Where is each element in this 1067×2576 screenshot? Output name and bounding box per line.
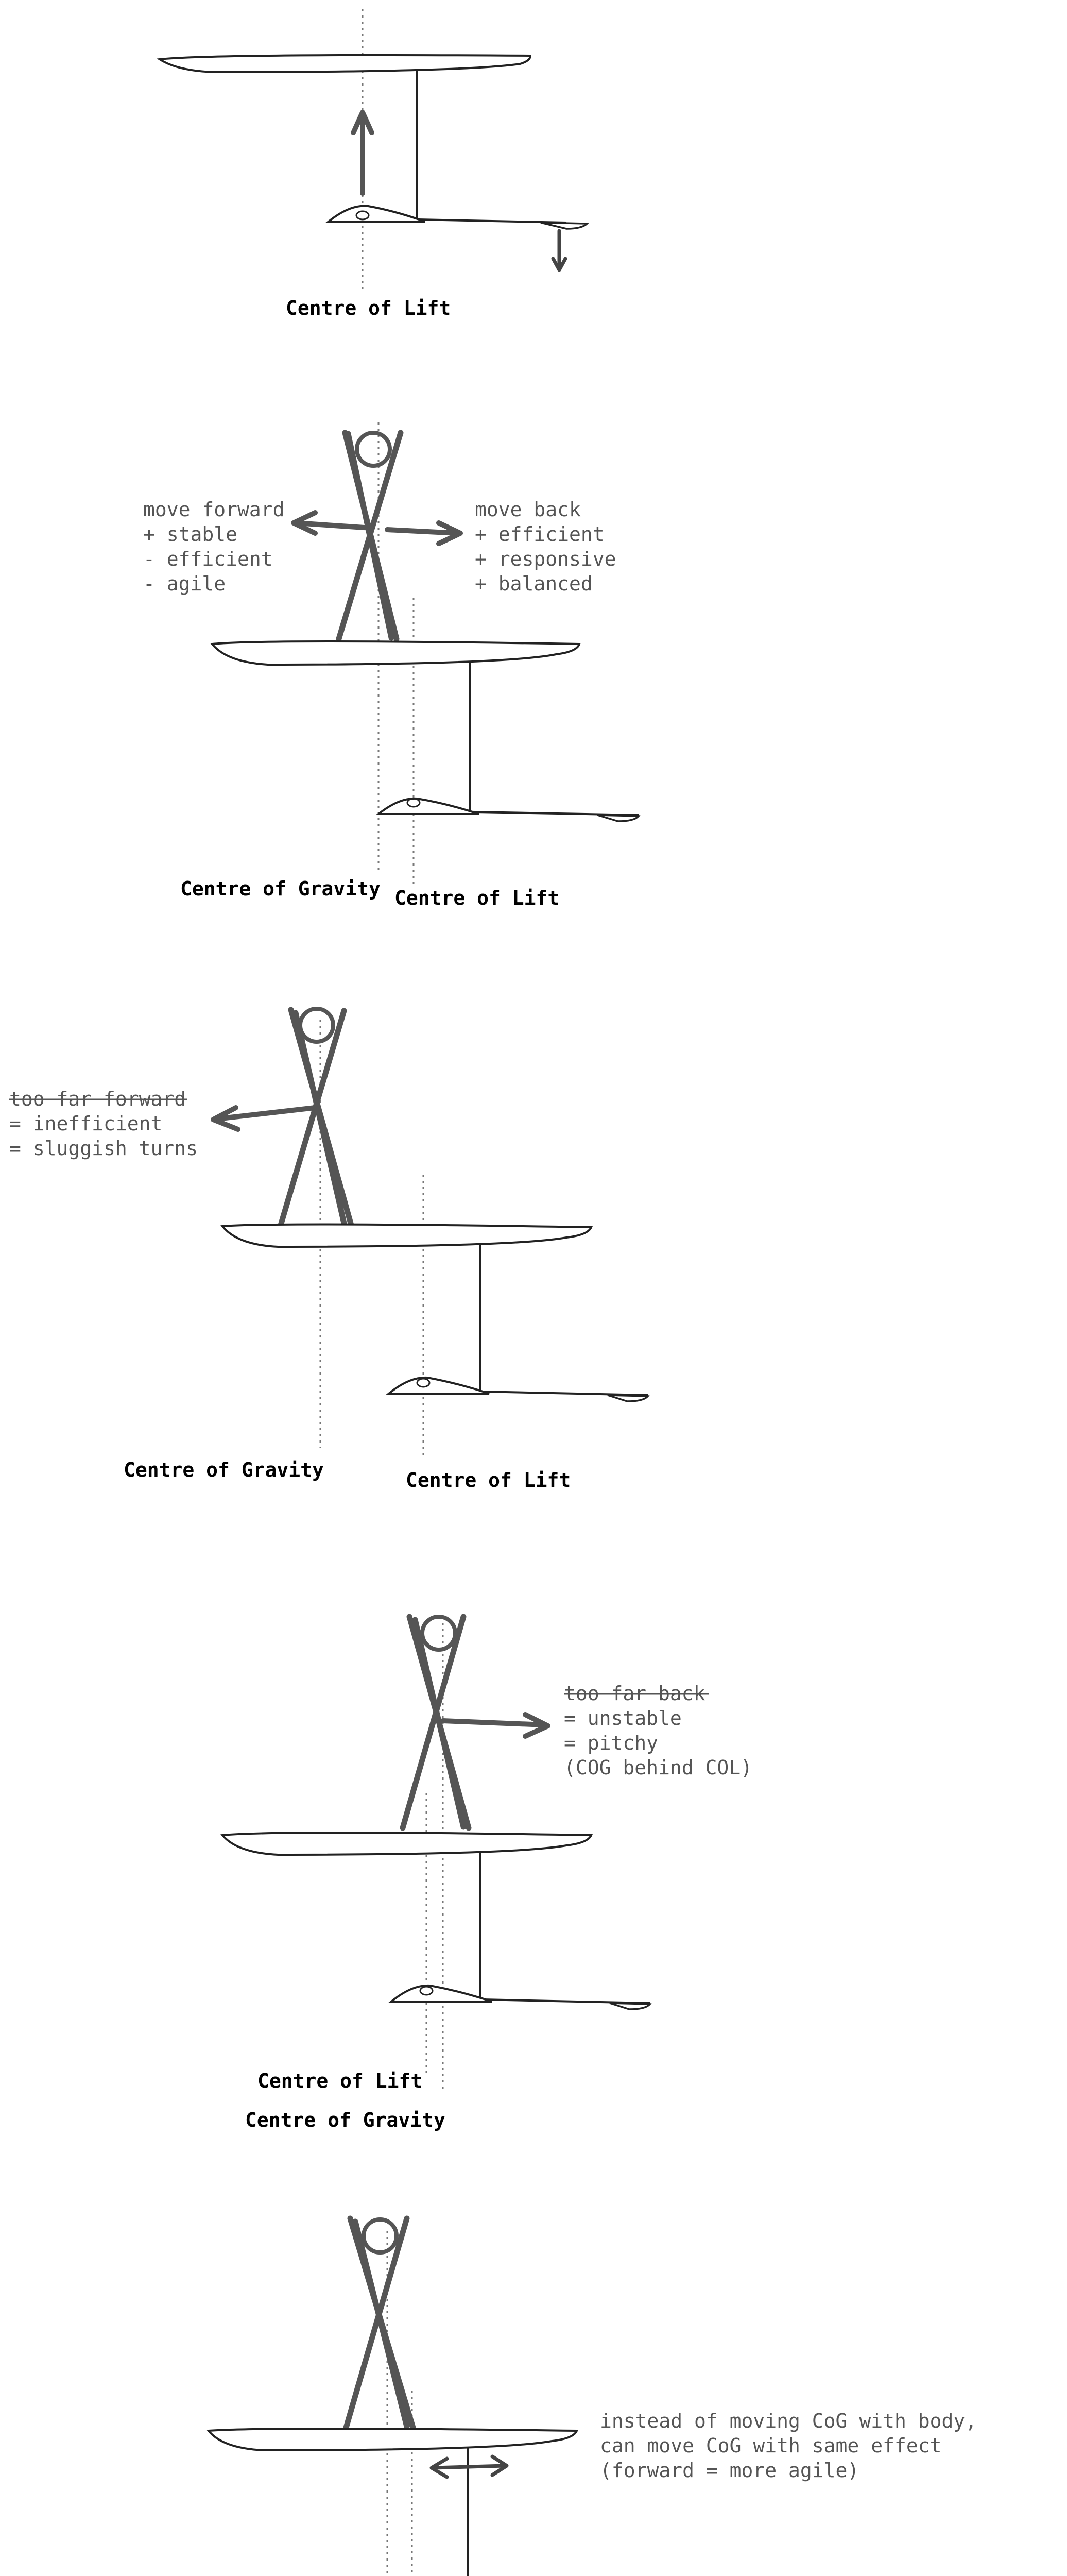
- shift-cog-double-arrow: [432, 2456, 507, 2477]
- board: [160, 55, 530, 72]
- col-label: Centre of Lift: [394, 887, 560, 909]
- col-label: Centre of Lift: [406, 1469, 571, 1492]
- too-far-back-heading: too far back: [564, 1682, 705, 1705]
- front-wing: [378, 799, 479, 814]
- cog-label: Centre of Gravity: [180, 877, 381, 900]
- rear-wing: [610, 2003, 650, 2009]
- move-forward-heading: move forward: [143, 498, 285, 521]
- tail-down-arrow: [553, 231, 565, 270]
- too-far-forward-heading: too far forward: [9, 1088, 186, 1110]
- rider-body: [346, 2218, 413, 2428]
- rider-head: [422, 1617, 455, 1650]
- move-back-point-2: + responsive: [475, 548, 616, 570]
- move-forward-point-2: - efficient: [143, 548, 273, 570]
- board: [222, 1833, 591, 1855]
- panel-5: [188, 2218, 977, 2576]
- cog-label: Centre of Gravity: [245, 2109, 445, 2131]
- board: [209, 2429, 577, 2450]
- panel-2: [143, 422, 639, 909]
- move-back-heading: move back: [475, 498, 581, 521]
- move-forward-point-1: + stable: [143, 523, 238, 546]
- too-far-back-arrow: [443, 1715, 548, 1736]
- too-far-back-point-3: (COG behind COL): [564, 1756, 753, 1779]
- move-back-point-3: + balanced: [475, 572, 593, 595]
- front-wing: [391, 1986, 492, 2002]
- col-label: Centre of Lift: [286, 297, 451, 319]
- alternative-note-line-2: can move CoG with same effect: [600, 2434, 942, 2457]
- too-far-back-point-1: = unstable: [564, 1707, 682, 1730]
- move-back-arrow: [387, 523, 460, 544]
- front-wing: [329, 206, 425, 222]
- too-far-back-point-2: = pitchy: [564, 1732, 659, 1754]
- col-label: Centre of Lift: [257, 2070, 423, 2092]
- cog-label: Centre of Gravity: [124, 1459, 324, 1481]
- board: [212, 641, 579, 665]
- too-far-forward-point-1: = inefficient: [9, 1112, 163, 1135]
- panel-4: [222, 1617, 752, 2131]
- rear-wing: [608, 1395, 648, 1401]
- rider-head: [364, 2219, 397, 2252]
- rider-head: [357, 433, 390, 466]
- too-far-forward-arrow: [213, 1108, 315, 1129]
- alternative-note-line-1: instead of moving CoG with body,: [600, 2410, 977, 2432]
- rear-wing: [597, 815, 639, 821]
- move-forward-arrow: [294, 513, 372, 533]
- board: [222, 1224, 591, 1247]
- panel-1: [160, 9, 587, 319]
- move-back-point-1: + efficient: [475, 523, 605, 546]
- front-wing: [389, 1378, 489, 1394]
- too-far-forward-point-2: = sluggish turns: [9, 1137, 198, 1160]
- rear-wing: [541, 223, 587, 229]
- alternative-note-line-3: (forward = more agile): [600, 2459, 859, 2482]
- panel-3: [9, 1009, 648, 1492]
- lift-up-arrow: [353, 112, 372, 193]
- rider-head: [300, 1009, 333, 1042]
- move-forward-point-3: - agile: [143, 572, 226, 595]
